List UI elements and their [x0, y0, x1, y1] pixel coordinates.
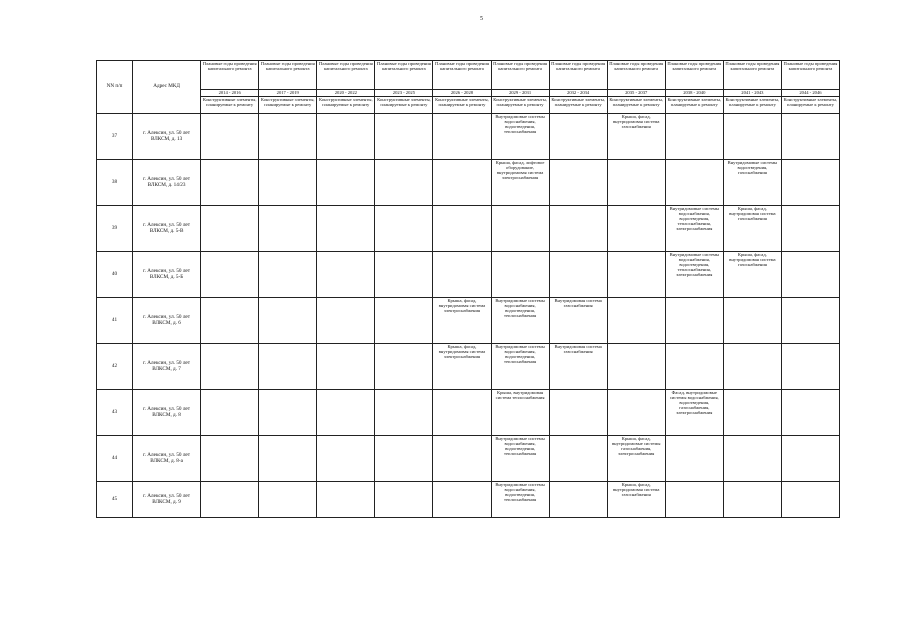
table-row: [97, 436, 840, 482]
repair-elements-cell: [201, 390, 259, 436]
header-period-elements: Конструктивные элементы, планируемые к ремонту: [433, 97, 491, 114]
repair-elements-cell: Крыша, фасад, внутридомовая система газоснабжения: [723, 206, 781, 252]
repair-elements-cell: [607, 298, 665, 344]
repair-elements-cell: [665, 114, 723, 160]
repair-elements-cell: [375, 252, 433, 298]
row-address: г. Алексин, ул. 50 лет ВЛКСМ, д. 14/23: [133, 160, 201, 206]
repair-elements-cell: [781, 344, 839, 390]
row-number: 41: [97, 298, 133, 344]
repair-elements-cell: [781, 436, 839, 482]
repair-elements-cell: [665, 298, 723, 344]
repair-elements-cell: [201, 344, 259, 390]
repair-elements-cell: Внутридомовые системы водоснабжения, водоотведения, теплоснабжения: [491, 114, 549, 160]
repair-elements-cell: [781, 252, 839, 298]
repair-elements-cell: [259, 436, 317, 482]
header-period-years: 2029 - 2031: [491, 90, 549, 97]
repair-elements-cell: [433, 114, 491, 160]
repair-elements-cell: [491, 206, 549, 252]
repair-elements-cell: [433, 436, 491, 482]
table-row: [97, 252, 840, 298]
repair-elements-cell: [433, 160, 491, 206]
repair-elements-cell: [259, 344, 317, 390]
repair-elements-cell: [549, 436, 607, 482]
repair-elements-cell: [665, 160, 723, 206]
table-row: [97, 206, 840, 252]
repair-elements-cell: [491, 252, 549, 298]
row-address: г. Алексин, ул. 50 лет ВЛКСМ, д. 6: [133, 298, 201, 344]
row-number: 38: [97, 160, 133, 206]
repair-elements-cell: [259, 160, 317, 206]
repair-elements-cell: [259, 252, 317, 298]
repair-elements-cell: [781, 160, 839, 206]
header-period-elements: Конструктивные элементы, планируемые к ремонту: [781, 97, 839, 114]
repair-elements-cell: [317, 390, 375, 436]
repair-elements-cell: [549, 114, 607, 160]
repair-elements-cell: [781, 390, 839, 436]
repair-elements-cell: [433, 482, 491, 518]
header-period-elements: Конструктивные элементы, планируемые к ремонту: [491, 97, 549, 114]
table-row: [97, 114, 840, 160]
repair-elements-cell: Фасад, внутридомовые системы водоснабжения, водоотведения, газоснабжения, электроснабжения: [665, 390, 723, 436]
repair-elements-cell: Крыша, фасад, лифтовое оборудование, внутридомовая система электроснабжения: [491, 160, 549, 206]
table-row: [97, 298, 840, 344]
header-period-elements: Конструктивные элементы, планируемые к ремонту: [607, 97, 665, 114]
row-address: г. Алексин, ул. 50 лет ВЛКСМ, д. 9: [133, 482, 201, 518]
repair-elements-cell: [375, 206, 433, 252]
header-row-elements: [97, 97, 840, 114]
repair-elements-cell: [549, 160, 607, 206]
repair-elements-cell: [723, 390, 781, 436]
repair-elements-cell: [317, 206, 375, 252]
repair-elements-cell: [433, 252, 491, 298]
repair-elements-cell: [259, 390, 317, 436]
repair-elements-cell: [781, 482, 839, 518]
header-period-years: 2041 - 2043: [723, 90, 781, 97]
capital-repair-plan-table: [96, 60, 840, 518]
header-period-years: 2026 - 2028: [433, 90, 491, 97]
repair-elements-cell: Крыша, фасад, внутридомовая система газоснабжения: [723, 252, 781, 298]
repair-elements-cell: [375, 344, 433, 390]
repair-elements-cell: [317, 482, 375, 518]
repair-elements-cell: [723, 344, 781, 390]
repair-elements-cell: [549, 252, 607, 298]
row-address: г. Алексин, ул. 50 лет ВЛКСМ, д. 5-Б: [133, 252, 201, 298]
repair-elements-cell: [665, 344, 723, 390]
repair-elements-cell: [201, 252, 259, 298]
header-period-title: Плановые годы проведения капитального ремонта: [433, 61, 491, 90]
repair-elements-cell: Крыша, фасад, внутридомовые системы газоснабжения, электроснабжения: [607, 436, 665, 482]
repair-elements-cell: [433, 206, 491, 252]
repair-elements-cell: [317, 436, 375, 482]
header-period-years: 2023 - 2025: [375, 90, 433, 97]
repair-elements-cell: Крыша, фасад, внутридомовая система электроснабжения: [433, 298, 491, 344]
repair-elements-cell: [375, 390, 433, 436]
repair-elements-cell: [259, 298, 317, 344]
header-period-title: Плановые годы проведения капитального ремонта: [375, 61, 433, 90]
repair-elements-cell: Внутридомовые системы водоснабжения, водоотведения, теплоснабжения, электроснабжения: [665, 252, 723, 298]
header-period-years: 2020 - 2022: [317, 90, 375, 97]
repair-elements-cell: [549, 390, 607, 436]
table-row: [97, 160, 840, 206]
row-number: 37: [97, 114, 133, 160]
repair-elements-cell: [201, 206, 259, 252]
header-row-years: [97, 90, 840, 97]
repair-elements-cell: [375, 114, 433, 160]
repair-elements-cell: [375, 160, 433, 206]
repair-elements-cell: Внутридомовая система газоснабжения: [549, 344, 607, 390]
header-period-elements: Конструктивные элементы, планируемые к ремонту: [317, 97, 375, 114]
repair-elements-cell: [781, 114, 839, 160]
repair-elements-cell: [317, 344, 375, 390]
repair-elements-cell: [607, 344, 665, 390]
repair-elements-cell: Внутридомовые системы водоотведения, газоснабжения: [723, 160, 781, 206]
repair-elements-cell: [201, 436, 259, 482]
row-number: 44: [97, 436, 133, 482]
header-period-title: Плановые годы проведения капитального ремонта: [491, 61, 549, 90]
repair-elements-cell: [375, 436, 433, 482]
repair-elements-cell: [665, 482, 723, 518]
repair-elements-cell: [259, 206, 317, 252]
table-row: [97, 344, 840, 390]
page-number: 5: [480, 16, 483, 22]
row-address: г. Алексин, ул. 50 лет ВЛКСМ, д. 8: [133, 390, 201, 436]
repair-elements-cell: [723, 114, 781, 160]
header-period-elements: Конструктивные элементы, планируемые к ремонту: [549, 97, 607, 114]
repair-elements-cell: [607, 160, 665, 206]
repair-elements-cell: Внутридомовые системы водоснабжения, водоотведения, теплоснабжения: [491, 344, 549, 390]
header-period-title: Плановые годы проведения капитального ремонта: [317, 61, 375, 90]
repair-elements-cell: [375, 298, 433, 344]
repair-elements-cell: [723, 436, 781, 482]
repair-elements-cell: Внутридомовая система газоснабжения: [549, 298, 607, 344]
row-number: 43: [97, 390, 133, 436]
repair-elements-cell: [607, 390, 665, 436]
row-number: 39: [97, 206, 133, 252]
header-period-years: 2014 - 2016: [201, 90, 259, 97]
header-row-titles: [97, 61, 840, 90]
header-period-years: 2032 - 2034: [549, 90, 607, 97]
repair-elements-cell: Внутридомовые системы водоснабжения, водоотведения, теплоснабжения: [491, 482, 549, 518]
repair-elements-cell: [317, 252, 375, 298]
repair-elements-cell: [665, 436, 723, 482]
header-period-elements: Конструктивные элементы, планируемые к ремонту: [201, 97, 259, 114]
repair-elements-cell: Внутридомовые системы водоснабжения, водоотведения, теплоснабжения, электроснабжения: [665, 206, 723, 252]
row-address: г. Алексин, ул. 50 лет ВЛКСМ, д. 8-а: [133, 436, 201, 482]
repair-elements-cell: [317, 160, 375, 206]
repair-elements-cell: [375, 482, 433, 518]
repair-elements-cell: [723, 298, 781, 344]
row-number: 42: [97, 344, 133, 390]
row-number: 40: [97, 252, 133, 298]
row-address: г. Алексин, ул. 50 лет ВЛКСМ, д. 13: [133, 114, 201, 160]
header-period-years: 2038 - 2040: [665, 90, 723, 97]
repair-elements-cell: Крыша, внутридомовая система теплоснабжения: [491, 390, 549, 436]
header-period-title: Плановые годы проведения капитального ремонта: [723, 61, 781, 90]
table-row: [97, 390, 840, 436]
header-period-title: Плановые годы проведения капитального ремонта: [665, 61, 723, 90]
header-period-title: Плановые годы проведения капитального ремонта: [549, 61, 607, 90]
header-address: Адрес МКД: [133, 61, 201, 114]
header-period-years: 2044 - 2046: [781, 90, 839, 97]
repair-elements-cell: Внутридомовые системы водоснабжения, водоотведения, теплоснабжения: [491, 298, 549, 344]
repair-elements-cell: Крыша, фасад, внутридомовая система электроснабжения: [433, 344, 491, 390]
repair-elements-cell: [433, 390, 491, 436]
repair-elements-cell: [317, 114, 375, 160]
repair-elements-cell: [259, 114, 317, 160]
repair-elements-cell: [317, 298, 375, 344]
repair-elements-cell: [607, 252, 665, 298]
row-address: г. Алексин, ул. 50 лет ВЛКСМ, д. 7: [133, 344, 201, 390]
header-row-number: NN п/п: [97, 61, 133, 114]
repair-elements-cell: Внутридомовые системы водоснабжения, водоотведения, теплоснабжения: [491, 436, 549, 482]
repair-elements-cell: [781, 206, 839, 252]
header-period-years: 2035 - 2037: [607, 90, 665, 97]
header-period-title: Плановые годы проведения капитального ремонта: [259, 61, 317, 90]
repair-elements-cell: [549, 206, 607, 252]
repair-elements-cell: [201, 114, 259, 160]
header-period-elements: Конструктивные элементы, планируемые к ремонту: [665, 97, 723, 114]
repair-elements-cell: [201, 160, 259, 206]
repair-elements-cell: Крыша, фасад, внутридомовая система газоснабжения: [607, 482, 665, 518]
table-row: [97, 482, 840, 518]
header-period-years: 2017 - 2019: [259, 90, 317, 97]
row-number: 45: [97, 482, 133, 518]
repair-elements-cell: [201, 298, 259, 344]
repair-elements-cell: [549, 482, 607, 518]
header-period-elements: Конструктивные элементы, планируемые к ремонту: [259, 97, 317, 114]
header-period-title: Плановые годы проведения капитального ремонта: [201, 61, 259, 90]
repair-elements-cell: [201, 482, 259, 518]
repair-elements-cell: [781, 298, 839, 344]
repair-elements-cell: [607, 206, 665, 252]
header-period-elements: Конструктивные элементы, планируемые к ремонту: [723, 97, 781, 114]
header-period-title: Плановые годы проведения капитального ремонта: [607, 61, 665, 90]
repair-elements-cell: Крыша, фасад, внутридомовая система газоснабжения: [607, 114, 665, 160]
header-period-title: Плановые годы проведения капитального ремонта: [781, 61, 839, 90]
row-address: г. Алексин, ул. 50 лет ВЛКСМ, д. 5-В: [133, 206, 201, 252]
repair-elements-cell: [259, 482, 317, 518]
header-period-elements: Конструктивные элементы, планируемые к ремонту: [375, 97, 433, 114]
repair-elements-cell: [723, 482, 781, 518]
